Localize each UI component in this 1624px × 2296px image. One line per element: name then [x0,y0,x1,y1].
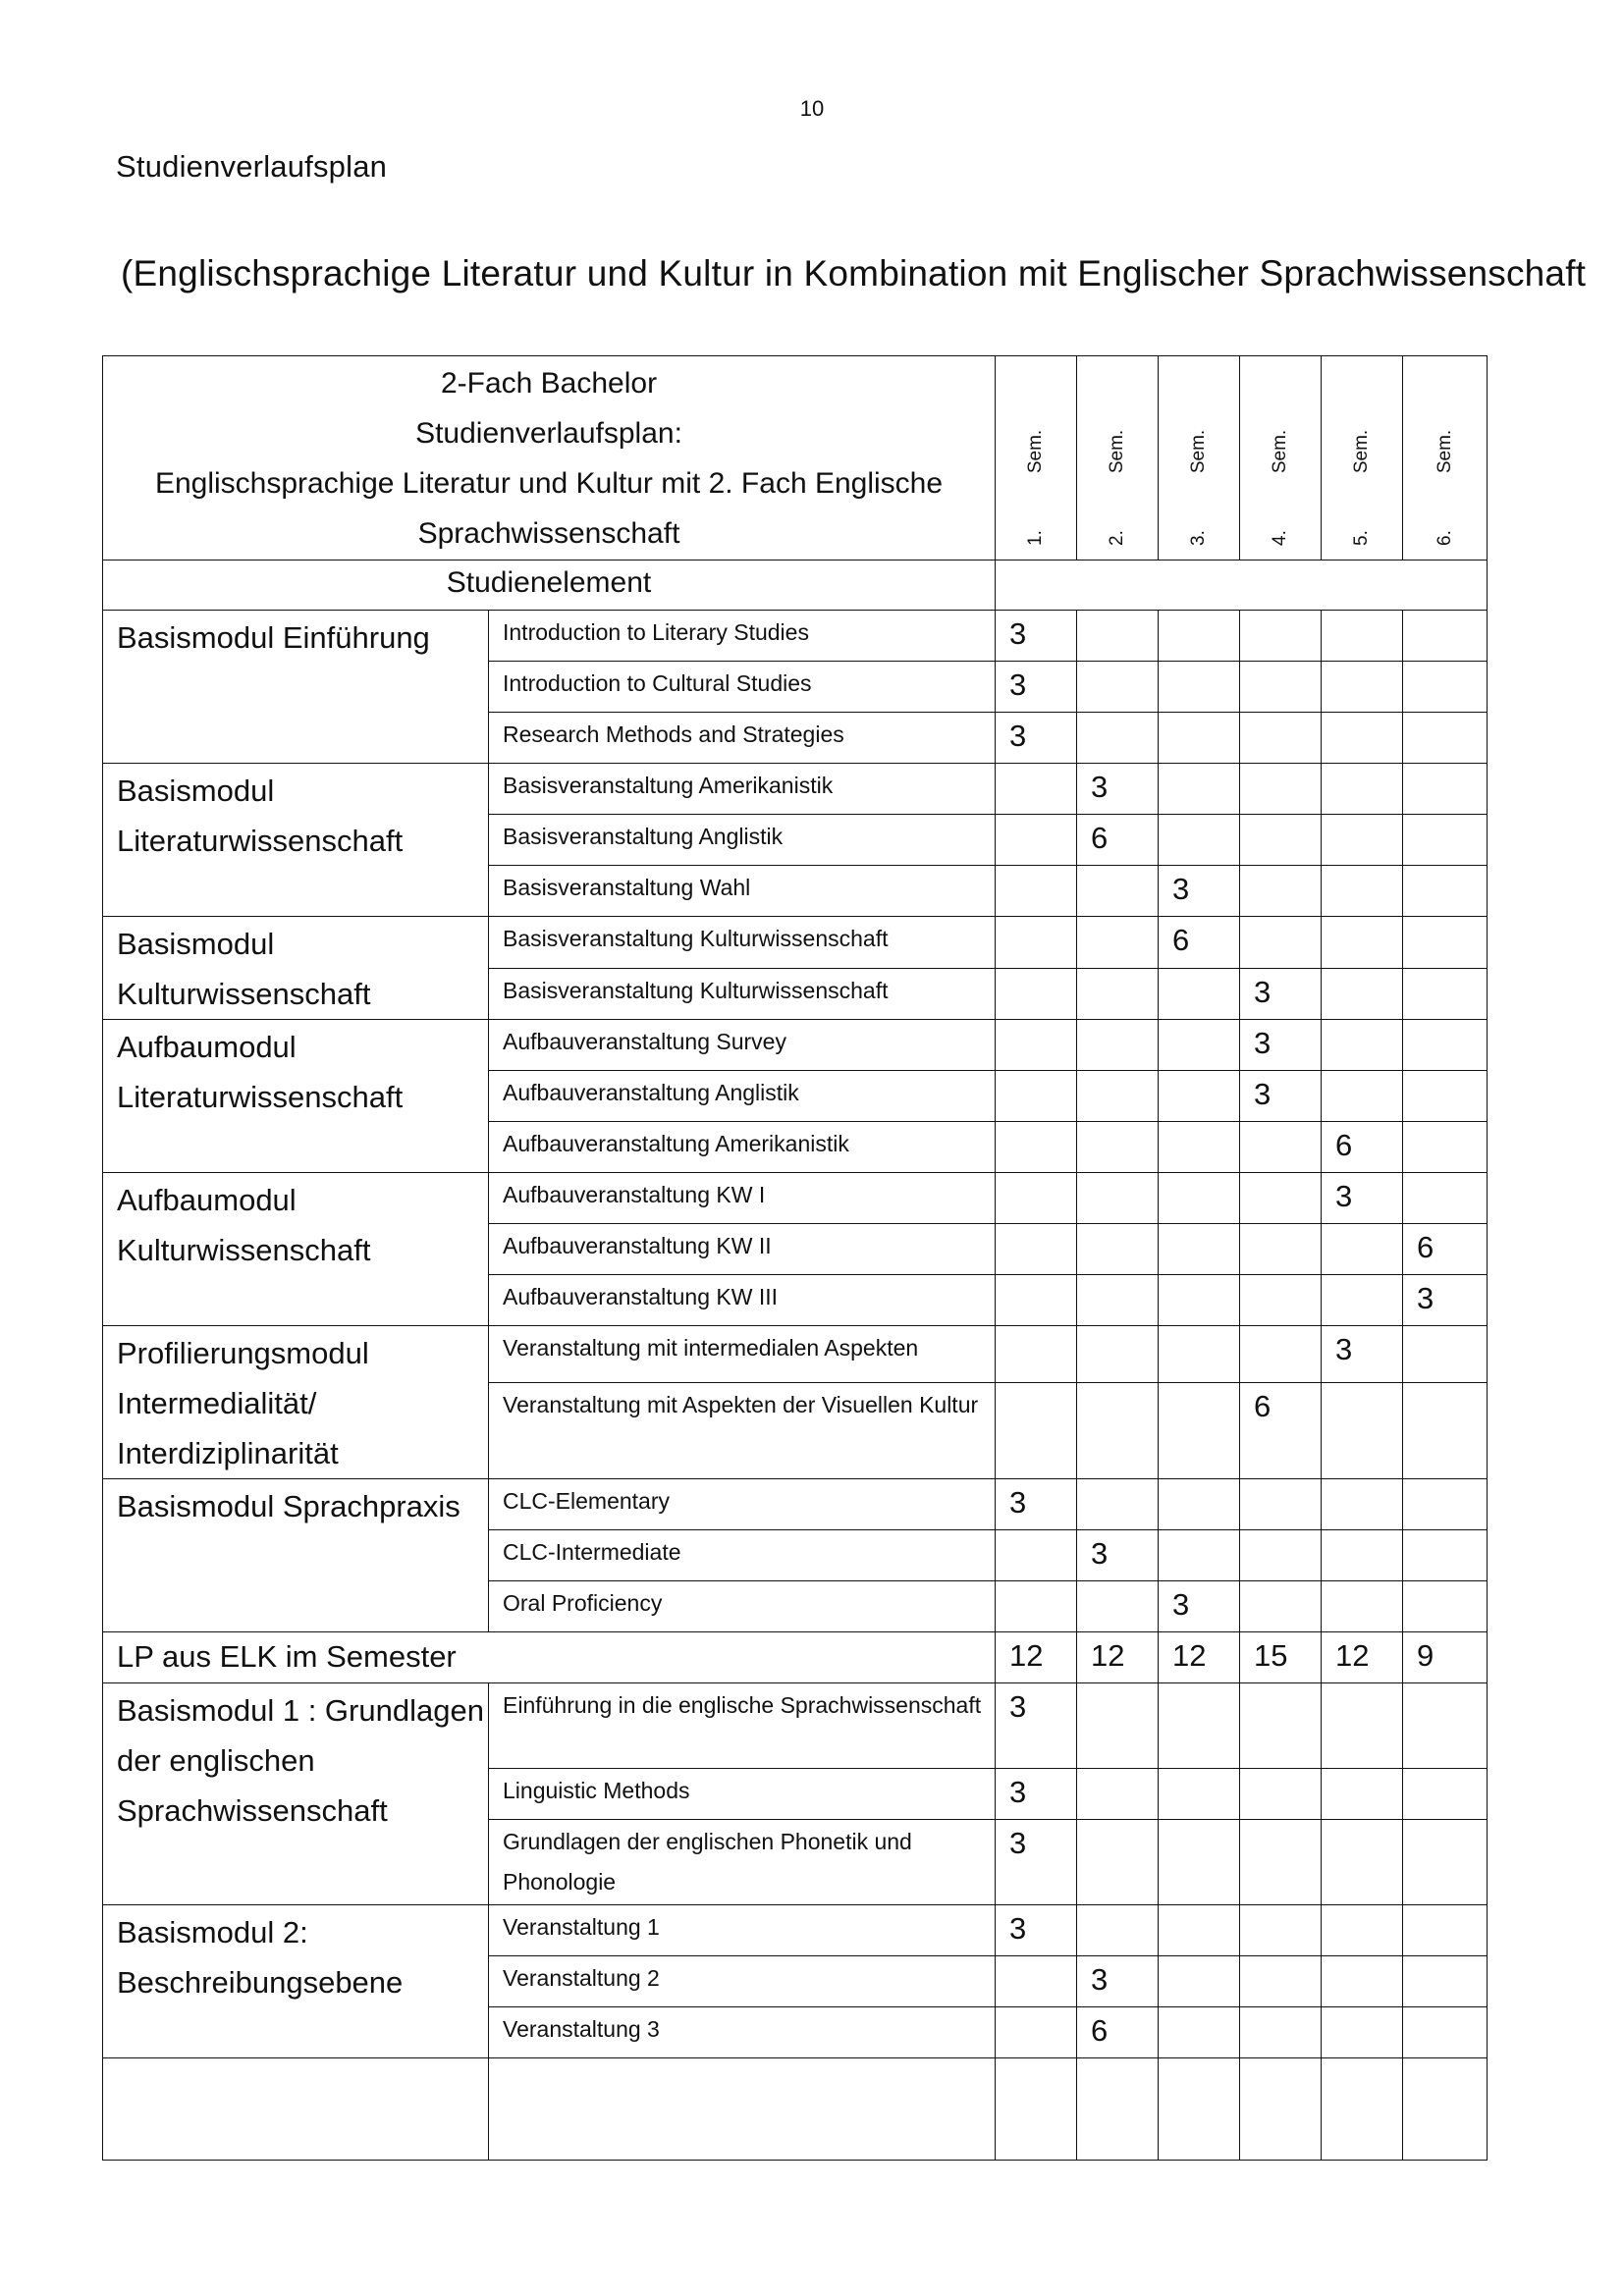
credit-cell [1240,1479,1322,1530]
credit-cell [1240,1530,1322,1581]
semester-word: Sem. [1270,429,1291,474]
empty-cell [103,2058,489,2161]
course-title: Aufbauveranstaltung Survey [489,1020,996,1071]
credit-cell [1403,713,1488,764]
table-row [103,1683,1488,1769]
credit-cell [1322,611,1403,662]
credit-cell [1240,1122,1322,1173]
credit-cell [1159,1071,1240,1122]
credit-cell [996,815,1077,866]
studienelement-row [103,561,1488,611]
course-title: Veranstaltung 3 [489,2007,996,2058]
lp-total-label: LP aus ELK im Semester [103,1632,996,1683]
lp-total-cell: 12 [1322,1632,1403,1683]
credit-cell [1322,1383,1403,1479]
empty-cell [996,2058,1077,2161]
empty-cell [1403,2058,1488,2161]
semester-header [1077,356,1159,561]
credit-cell [1403,1326,1488,1383]
credit-cell [1159,1020,1240,1071]
credit-cell [1159,815,1240,866]
credit-cell [1403,1479,1488,1530]
credit-cell [1240,1905,1322,1956]
credit-cell [1077,1071,1159,1122]
credit-cell [1240,662,1322,713]
module-name: Basismodul 2: Beschreibungsebene [103,1905,489,2058]
module-name: Basismodul 1 : Grundlagen der englischen Sprachwissenschaft [103,1683,489,1905]
credit-cell [1403,1173,1488,1224]
header-line: Englischsprachige Literatur und Kultur mit 2. Fach Englische [154,466,944,500]
credit-cell [1159,713,1240,764]
credit-cell [1403,1769,1488,1820]
credit-cell [1403,764,1488,815]
credit-cell: 3 [1240,968,1322,1020]
semester-label [1435,430,1456,546]
semester-word: Sem. [1025,429,1047,474]
course-title: Aufbauveranstaltung Amerikanistik [489,1122,996,1173]
semester-label [1351,430,1373,546]
table-row [103,1326,1488,1383]
credit-cell: 3 [1240,1071,1322,1122]
credit-cell: 3 [1240,1020,1322,1071]
course-title: Basisveranstaltung Amerikanistik [489,764,996,815]
course-title: Linguistic Methods [489,1769,996,1820]
credit-cell [1077,1581,1159,1632]
credit-cell [1159,1820,1240,1905]
credit-cell [1159,611,1240,662]
semester-header [996,356,1077,561]
empty-cell [1159,2058,1240,2161]
credit-cell: 6 [1403,1224,1488,1275]
course-title: Veranstaltung mit intermedialen Aspekten [489,1326,996,1383]
credit-cell [996,2007,1077,2058]
credit-cell [1077,1224,1159,1275]
credit-cell: 3 [1077,1956,1159,2007]
header-line: Studienverlaufsplan: [415,416,682,450]
credit-cell [996,1383,1077,1479]
credit-cell [1240,1275,1322,1326]
credit-cell [1240,1581,1322,1632]
credit-cell [1403,662,1488,713]
credit-cell [1322,1020,1403,1071]
module-name: Basismodul Sprachpraxis [103,1479,489,1632]
credit-cell [1240,1820,1322,1905]
credit-cell [1403,1122,1488,1173]
credit-cell [1403,866,1488,917]
credit-cell: 3 [1159,866,1240,917]
credit-cell [996,866,1077,917]
credit-cell: 3 [1077,764,1159,815]
credit-cell [1403,1956,1488,2007]
credit-cell [1077,1020,1159,1071]
empty-cell [1240,2058,1322,2161]
semester-label [1188,430,1210,546]
semester-label [1107,430,1128,546]
semester-number: 2. [1107,530,1128,546]
credit-cell [1322,1275,1403,1326]
credit-cell [1077,611,1159,662]
credit-cell [1159,1173,1240,1224]
credit-cell: 3 [996,1683,1077,1769]
credit-cell [1322,968,1403,1020]
credit-cell [996,1275,1077,1326]
course-title: Aufbauveranstaltung KW II [489,1224,996,1275]
credit-cell [1322,1581,1403,1632]
table-header-title [103,356,996,561]
semester-word: Sem. [1107,429,1128,474]
course-title: Aufbauveranstaltung KW I [489,1173,996,1224]
module-name: Aufbaumodul Kulturwissenschaft [103,1173,489,1326]
credit-cell [1240,866,1322,917]
lp-total-row [103,1632,1488,1683]
table-header-row [103,356,1488,561]
credit-cell: 3 [996,662,1077,713]
credit-cell [1077,1683,1159,1769]
credit-cell: 6 [1322,1122,1403,1173]
credit-cell [996,1071,1077,1122]
course-title: Grundlagen der englischen Phonetik und Phonologie [489,1820,996,1905]
credit-cell [996,968,1077,1020]
page-number: 10 [799,96,825,121]
credit-cell [1077,1820,1159,1905]
credit-cell: 6 [1077,815,1159,866]
credit-cell [1240,1683,1322,1769]
credit-cell [1403,1820,1488,1905]
credit-cell [1240,1173,1322,1224]
credit-cell [1322,1224,1403,1275]
credit-cell [1159,2007,1240,2058]
semester-label [1025,430,1047,546]
credit-cell [1322,2007,1403,2058]
credit-cell [1077,1769,1159,1820]
module-name: Basismodul Einführung [103,611,489,764]
credit-cell [1077,917,1159,969]
course-title: Basisveranstaltung Anglistik [489,815,996,866]
semester-word: Sem. [1434,429,1455,474]
credit-cell [1159,1905,1240,1956]
credit-cell [1403,917,1488,969]
course-title: Veranstaltung 1 [489,1905,996,1956]
credit-cell: 3 [996,611,1077,662]
credit-cell [1403,1530,1488,1581]
credit-cell [1159,1479,1240,1530]
credit-cell [1403,1071,1488,1122]
course-title: Basisveranstaltung Wahl [489,866,996,917]
credit-cell: 3 [1403,1275,1488,1326]
credit-cell [1322,713,1403,764]
credit-cell [1240,1769,1322,1820]
credit-cell [1322,815,1403,866]
header-line: Sprachwissenschaft [417,516,680,550]
credit-cell [1077,866,1159,917]
table-row [103,1020,1488,1071]
credit-cell [1240,713,1322,764]
course-title: Oral Proficiency [489,1581,996,1632]
semester-header [1159,356,1240,561]
course-title: Introduction to Cultural Studies [489,662,996,713]
credit-cell [996,917,1077,969]
credit-cell: 6 [1077,2007,1159,2058]
credit-cell [1077,713,1159,764]
credit-cell [1240,2007,1322,2058]
credit-cell: 3 [1077,1530,1159,1581]
credit-cell: 3 [1322,1326,1403,1383]
table-row [103,1905,1488,1956]
studienelement-label: Studienelement [103,561,996,611]
course-title: Research Methods and Strategies [489,713,996,764]
credit-cell [1403,1581,1488,1632]
credit-cell [996,1581,1077,1632]
module-name: Basismodul Kulturwissenschaft [103,917,489,1020]
credit-cell [996,1326,1077,1383]
credit-cell [1159,1530,1240,1581]
course-title: Basisveranstaltung Kulturwissenschaft [489,968,996,1020]
credit-cell [1240,1326,1322,1383]
credit-cell [1240,815,1322,866]
table-row [103,1173,1488,1224]
credit-cell [1077,1326,1159,1383]
lp-total-cell: 12 [996,1632,1077,1683]
credit-cell [1077,1122,1159,1173]
credit-cell [996,1224,1077,1275]
semester-header [1240,356,1322,561]
credit-cell [1322,1683,1403,1769]
table-row [103,1479,1488,1530]
credit-cell: 6 [1240,1383,1322,1479]
credit-cell: 3 [996,1905,1077,1956]
credit-cell [1403,815,1488,866]
semester-header [1322,356,1403,561]
course-title: CLC-Intermediate [489,1530,996,1581]
credit-cell [1322,764,1403,815]
credit-cell: 3 [996,1479,1077,1530]
credit-cell [1322,1905,1403,1956]
empty-cell [1322,2058,1403,2161]
semester-number: 5. [1351,530,1373,546]
credit-cell [1159,764,1240,815]
credit-cell [996,1020,1077,1071]
credit-cell [1322,917,1403,969]
module-name: Profilierungsmodul Intermedialität/ Interdiziplinarität [103,1326,489,1479]
document-subtitle: (Englischsprachige Literatur und Kultur in Kombination mit Englischer Sprachwissenschaft [121,253,1587,294]
semester-number: 3. [1188,530,1210,546]
credit-cell [1159,1275,1240,1326]
credit-cell [996,1122,1077,1173]
credit-cell [1159,1956,1240,2007]
credit-cell [1322,1479,1403,1530]
credit-cell: 6 [1159,917,1240,969]
empty-cell [489,2058,996,2161]
credit-cell [1322,866,1403,917]
credit-cell [1240,1224,1322,1275]
credit-cell [1322,662,1403,713]
credit-cell [1159,1383,1240,1479]
credit-cell [1240,917,1322,969]
semester-number: 4. [1270,530,1291,546]
page-heading: Studienverlaufsplan [116,149,388,184]
semester-number: 1. [1025,530,1047,546]
credit-cell [1403,2007,1488,2058]
credit-cell: 3 [1322,1173,1403,1224]
credit-cell [1403,1905,1488,1956]
credit-cell [1077,1275,1159,1326]
credit-cell [1077,1173,1159,1224]
credit-cell [1077,968,1159,1020]
credit-cell [1159,968,1240,1020]
table-row [103,611,1488,662]
credit-cell [996,764,1077,815]
semester-header [1403,356,1488,561]
credit-cell [1403,1020,1488,1071]
credit-cell [1159,1326,1240,1383]
semester-word: Sem. [1351,429,1373,474]
credit-cell [1159,1683,1240,1769]
credit-cell [1322,1820,1403,1905]
credit-cell [1159,1224,1240,1275]
course-title: Veranstaltung mit Aspekten der Visuellen Kultur [489,1383,996,1479]
semester-word: Sem. [1188,429,1210,474]
credit-cell [1077,1479,1159,1530]
credit-cell [1322,1769,1403,1820]
module-name: Basismodul Literaturwissenschaft [103,764,489,917]
credit-cell: 3 [996,713,1077,764]
table-row [103,764,1488,815]
header-line: 2-Fach Bachelor [440,366,658,400]
credit-cell [1322,1956,1403,2007]
study-plan-table [102,355,1488,2161]
credit-cell [1159,1769,1240,1820]
credit-cell [1403,1383,1488,1479]
lp-total-cell: 15 [1240,1632,1322,1683]
course-title: Veranstaltung 2 [489,1956,996,2007]
credit-cell [1159,662,1240,713]
credit-cell [1077,662,1159,713]
course-title: Aufbauveranstaltung KW III [489,1275,996,1326]
course-title: Basisveranstaltung Kulturwissenschaft [489,917,996,969]
credit-cell: 3 [1159,1581,1240,1632]
credit-cell [996,1530,1077,1581]
credit-cell [1240,1956,1322,2007]
semester-label [1270,430,1291,546]
credit-cell [1403,1683,1488,1769]
empty-cell [1077,2058,1159,2161]
credit-cell [1077,1905,1159,1956]
credit-cell: 3 [996,1820,1077,1905]
credit-cell [1322,1530,1403,1581]
credit-cell [1240,764,1322,815]
credit-cell [1077,1383,1159,1479]
course-title: CLC-Elementary [489,1479,996,1530]
credit-cell [1403,611,1488,662]
course-title: Einführung in die englische Sprachwissenschaft [489,1683,996,1769]
credit-cell [996,1173,1077,1224]
credit-cell [1322,1071,1403,1122]
empty-row [103,2058,1488,2161]
credit-cell: 3 [996,1769,1077,1820]
credit-cell [996,1956,1077,2007]
table-row [103,917,1488,969]
empty-cell [996,561,1488,611]
lp-total-cell: 12 [1077,1632,1159,1683]
lp-total-cell: 9 [1403,1632,1488,1683]
credit-cell [1403,968,1488,1020]
course-title: Aufbauveranstaltung Anglistik [489,1071,996,1122]
semester-number: 6. [1434,530,1455,546]
course-title: Introduction to Literary Studies [489,611,996,662]
credit-cell [1240,611,1322,662]
credit-cell [1159,1122,1240,1173]
lp-total-cell: 12 [1159,1632,1240,1683]
module-name: Aufbaumodul Literaturwissenschaft [103,1020,489,1173]
